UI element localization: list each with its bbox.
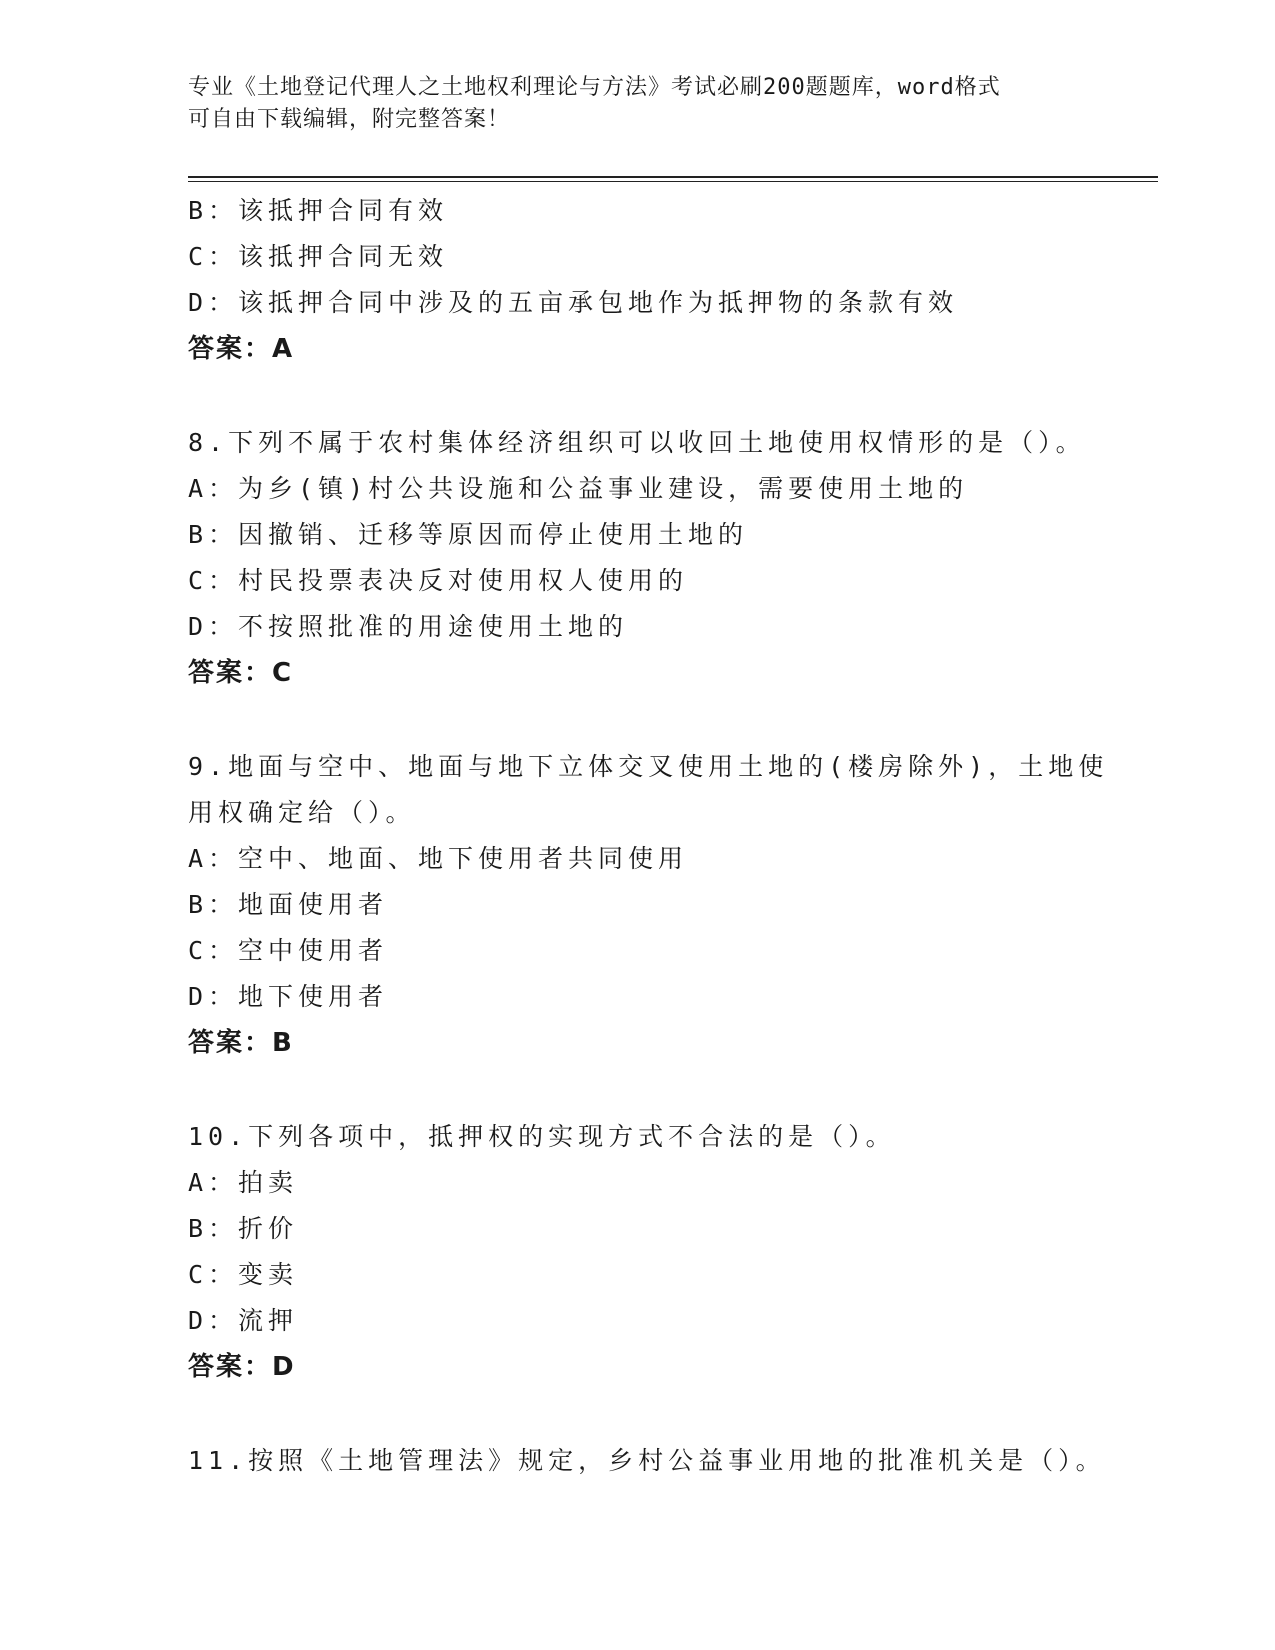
option-a: A：拍卖 [188, 1168, 299, 1197]
option-b: B：因撤销、迁移等原因而停止使用土地的 [188, 520, 749, 549]
question-11 [188, 1438, 1148, 1484]
question-text: 11.按照《土地管理法》规定，乡村公益事业用地的批准机关是（）。 [188, 1446, 1106, 1475]
question-7-continued [188, 188, 1148, 372]
answer-label: 答案：C [188, 658, 294, 688]
option-a: A：空中、地面、地下使用者共同使用 [188, 844, 689, 873]
document-body [188, 188, 1148, 1484]
header-title-line-2: 可自由下载编辑，附完整答案！ [188, 107, 511, 132]
option-c: C：变卖 [188, 1260, 299, 1289]
option-c: C：村民投票表决反对使用权人使用的 [188, 566, 689, 595]
option-b: B：折价 [188, 1214, 299, 1243]
question-text-line-1: 9.地面与空中、地面与地下立体交叉使用土地的(楼房除外)，土地使 [188, 752, 1109, 781]
option-a: A：为乡(镇)村公共设施和公益事业建设，需要使用土地的 [188, 474, 969, 503]
answer-label: 答案：A [188, 334, 295, 364]
header-rule-thin [188, 181, 1158, 182]
option-d: D：流押 [188, 1306, 299, 1335]
question-text: 10.下列各项中，抵押权的实现方式不合法的是（）。 [188, 1122, 896, 1151]
document-header [188, 72, 1088, 136]
option-d: D：地下使用者 [188, 982, 389, 1011]
question-8 [188, 420, 1148, 696]
answer-label: 答案：B [188, 1028, 294, 1058]
option-b: B：该抵押合同有效 [188, 196, 449, 225]
question-9 [188, 744, 1148, 1066]
option-b: B：地面使用者 [188, 890, 389, 919]
option-c: C：该抵押合同无效 [188, 242, 449, 271]
question-text: 8.下列不属于农村集体经济组织可以收回土地使用权情形的是（）。 [188, 428, 1086, 457]
question-text-line-2: 用权确定给（）。 [188, 798, 416, 827]
answer-label: 答案：D [188, 1352, 296, 1382]
header-rule-thick [188, 176, 1158, 178]
option-c: C：空中使用者 [188, 936, 389, 965]
option-d: D：该抵押合同中涉及的五亩承包地作为抵押物的条款有效 [188, 288, 959, 317]
question-10 [188, 1114, 1148, 1390]
option-d: D：不按照批准的用途使用土地的 [188, 612, 629, 641]
header-title-line-1: 专业《土地登记代理人之土地权利理论与方法》考试必刷200题题库，word格式 [188, 75, 1001, 100]
